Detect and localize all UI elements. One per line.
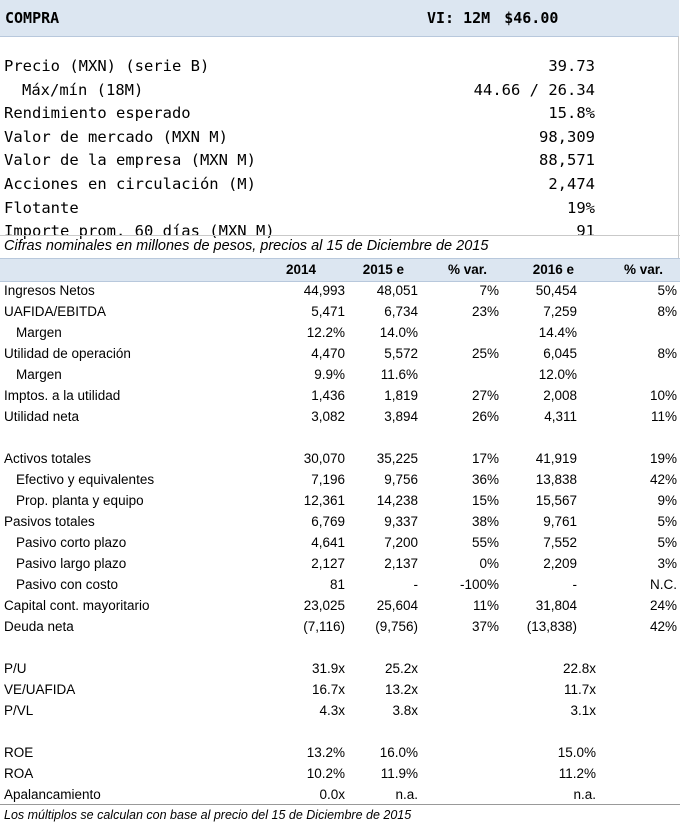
row-value: (7,116) [303, 619, 345, 634]
row-value: 7% [479, 283, 499, 298]
row-value: 7,259 [543, 304, 577, 319]
row-value: 4,311 [544, 409, 577, 424]
row-label: Pasivo largo plazo [16, 556, 127, 571]
row-label: P/U [4, 661, 27, 676]
row-label: Deuda neta [4, 619, 74, 634]
summary-label: Valor de mercado (MXN M) [4, 127, 228, 146]
row-value: 5,471 [311, 304, 345, 319]
row-value: 50,454 [535, 283, 577, 298]
row-value: 48,051 [376, 283, 418, 298]
row-value: 31,804 [535, 598, 577, 613]
row-label: ROA [4, 766, 34, 781]
row-label: Margen [16, 367, 62, 382]
target-price [427, 9, 558, 27]
row-value: n.a. [395, 787, 418, 802]
row-value: n.a. [573, 787, 596, 802]
summary-label: Valor de la empresa (MXN M) [4, 151, 256, 170]
row-value: 2,008 [543, 388, 577, 403]
row-value: 3.8x [392, 703, 418, 718]
row-value: 3,894 [384, 409, 418, 424]
row-value: 4.3x [319, 703, 345, 718]
summary-row [0, 57, 680, 81]
row-value: 11.9% [380, 766, 418, 781]
table-row [0, 323, 680, 344]
table-header [0, 258, 680, 282]
row-value: 3,082 [311, 409, 345, 424]
row-value: 38% [471, 514, 499, 529]
table-row [0, 407, 680, 428]
row-value: 7,552 [543, 535, 577, 550]
row-value: 13,838 [535, 472, 577, 487]
row-label: Capital cont. mayoritario [4, 598, 150, 613]
row-label: Margen [16, 325, 62, 340]
row-value: 14,238 [376, 493, 418, 508]
row-value: 15% [471, 493, 499, 508]
col-var-2016: % var. [623, 262, 663, 277]
spacer [0, 638, 680, 659]
summary-label: Acciones en circulación (M) [4, 174, 256, 193]
row-label: Pasivos totales [4, 514, 95, 529]
row-label: VE/UAFIDA [4, 682, 76, 697]
summary-row [0, 151, 680, 175]
row-value: 1,819 [384, 388, 418, 403]
row-value: 41,919 [535, 451, 577, 466]
row-value: 35,225 [376, 451, 418, 466]
row-value: 0.0x [319, 787, 345, 802]
row-value: 7,196 [311, 472, 345, 487]
row-label: Ingresos Netos [4, 283, 95, 298]
financial-table [0, 281, 680, 806]
summary-value: 39.73 [548, 57, 595, 75]
summary-label: Precio (MXN) (serie B) [4, 57, 210, 75]
row-value: 9,337 [384, 514, 418, 529]
row-value: 81 [329, 577, 345, 592]
table-bottom-border [0, 804, 680, 805]
summary-label: Importe prom. 60 días (MXN M) [4, 222, 275, 241]
recommendation: COMPRA [5, 9, 60, 27]
table-row [0, 533, 680, 554]
row-value: 13.2x [384, 682, 418, 697]
row-value: 24% [649, 598, 677, 613]
table-row [0, 386, 680, 407]
row-value: 11.2% [558, 766, 596, 781]
summary-value: 2,474 [548, 174, 595, 193]
table-row [0, 554, 680, 575]
table-row [0, 575, 680, 596]
table-row [0, 491, 680, 512]
table-row [0, 512, 680, 533]
row-value: (9,756) [375, 619, 418, 634]
row-value: 19% [649, 451, 677, 466]
table-row [0, 344, 680, 365]
row-value: 27% [471, 388, 499, 403]
row-label: Activos totales [4, 451, 92, 466]
row-label: Prop. planta y equipo [16, 493, 144, 508]
row-value: 55% [471, 535, 499, 550]
row-value: 1,436 [311, 388, 345, 403]
table-row [0, 449, 680, 470]
row-label: UAFIDA/EBITDA [4, 304, 107, 319]
summary-value: 15.8% [548, 104, 595, 123]
row-value: 12,361 [303, 493, 345, 508]
col-2016e: 2016 e [532, 262, 574, 277]
spacer [0, 428, 680, 449]
row-value: 7,200 [384, 535, 418, 550]
row-value: 3.1x [570, 703, 596, 718]
row-value: 4,470 [311, 346, 345, 361]
table-row [0, 596, 680, 617]
spacer [0, 722, 680, 743]
row-value: 11% [650, 409, 677, 424]
row-value: 10.2% [306, 766, 345, 781]
summary-value: 88,571 [539, 151, 595, 170]
row-value: N.C. [650, 577, 677, 592]
row-value: 9.9% [314, 367, 345, 382]
row-value: - [572, 577, 577, 592]
table-row [0, 785, 680, 806]
summary-value: 98,309 [539, 127, 595, 146]
row-value: 8% [657, 304, 677, 319]
row-label: Utilidad de operación [4, 346, 131, 361]
row-value: 26% [471, 409, 499, 424]
row-value: 17% [471, 451, 499, 466]
summary-row [0, 128, 680, 152]
summary-row [0, 175, 680, 199]
summary-value: 91 [576, 222, 595, 241]
row-label: ROE [4, 745, 34, 760]
row-value: 14.0% [379, 325, 418, 340]
row-value: 37% [471, 619, 499, 634]
row-value: 44,993 [303, 283, 345, 298]
row-label: Utilidad neta [4, 409, 80, 424]
summary-panel [0, 57, 680, 246]
row-value: 5% [657, 514, 677, 529]
row-value: -100% [459, 577, 499, 592]
figures-note: Cifras nominales en millones de pesos, precios al 15 de Diciembre de 2015 [4, 238, 489, 254]
summary-row [0, 81, 680, 105]
row-value: 3% [657, 556, 677, 571]
table-row [0, 365, 680, 386]
row-value: 9,761 [543, 514, 577, 529]
row-value: 13.2% [306, 745, 345, 760]
row-value: 11.7x [563, 682, 596, 697]
row-label: Apalancamiento [4, 787, 101, 802]
table-row [0, 281, 680, 302]
row-value: (13,838) [526, 619, 577, 634]
row-value: 6,769 [311, 514, 345, 529]
recommendation-header [0, 0, 679, 37]
table-row [0, 470, 680, 491]
row-value: 14.4% [538, 325, 577, 340]
row-label: Pasivo con costo [16, 577, 119, 592]
row-label: Efectivo y equivalentes [16, 472, 155, 487]
col-var-2015: % var. [447, 262, 487, 277]
col-2014: 2014 [285, 262, 316, 277]
row-value: 15.0% [557, 745, 596, 760]
multiples-note: Los múltiplos se calculan con base al precio del 15 de Diciembre de 2015 [4, 808, 412, 822]
row-value: 11.6% [380, 367, 418, 382]
row-value: 5% [657, 535, 677, 550]
summary-label: Rendimiento esperado [4, 104, 191, 123]
row-value: 25% [471, 346, 499, 361]
row-value: 2,127 [311, 556, 345, 571]
row-value: - [413, 577, 418, 592]
row-value: 22.8x [562, 661, 596, 676]
row-value: 42% [649, 619, 677, 634]
target-label: VI: 12M [427, 9, 491, 27]
row-value: 4,641 [311, 535, 345, 550]
row-value: 23,025 [303, 598, 345, 613]
row-value: 9% [657, 493, 677, 508]
row-value: 15,567 [535, 493, 577, 508]
summary-value: 19% [567, 198, 595, 217]
row-value: 6,734 [384, 304, 418, 319]
summary-label: Máx/mín (18M) [22, 80, 144, 99]
row-value: 42% [649, 472, 677, 487]
table-row [0, 302, 680, 323]
row-value: 0% [479, 556, 499, 571]
row-value: 16.7x [311, 682, 345, 697]
summary-label: Flotante [4, 198, 79, 217]
row-value: 11% [472, 598, 499, 613]
row-value: 12.0% [538, 367, 577, 382]
row-value: 10% [649, 388, 677, 403]
table-row [0, 764, 680, 785]
row-value: 25,604 [376, 598, 418, 613]
table-row [0, 680, 680, 701]
target-value: $46.00 [504, 9, 559, 27]
row-label: Imptos. a la utilidad [4, 388, 121, 403]
row-value: 9,756 [384, 472, 418, 487]
col-2015e: 2015 e [362, 262, 404, 277]
row-value: 2,137 [384, 556, 418, 571]
row-label: P/VL [4, 703, 34, 718]
row-value: 5,572 [384, 346, 418, 361]
summary-value: 44.66 / 26.34 [473, 80, 595, 99]
table-row [0, 743, 680, 764]
row-value: 2,209 [543, 556, 577, 571]
table-row [0, 659, 680, 680]
row-value: 23% [471, 304, 499, 319]
row-value: 16.0% [379, 745, 418, 760]
row-value: 31.9x [311, 661, 345, 676]
row-value: 8% [657, 346, 677, 361]
summary-row [0, 104, 680, 128]
summary-row [0, 199, 680, 223]
table-row [0, 701, 680, 722]
row-value: 36% [471, 472, 499, 487]
row-value: 30,070 [303, 451, 345, 466]
table-row [0, 617, 680, 638]
row-value: 6,045 [543, 346, 577, 361]
row-value: 12.2% [306, 325, 345, 340]
row-value: 25.2x [384, 661, 418, 676]
row-value: 5% [657, 283, 677, 298]
row-label: Pasivo corto plazo [16, 535, 127, 550]
